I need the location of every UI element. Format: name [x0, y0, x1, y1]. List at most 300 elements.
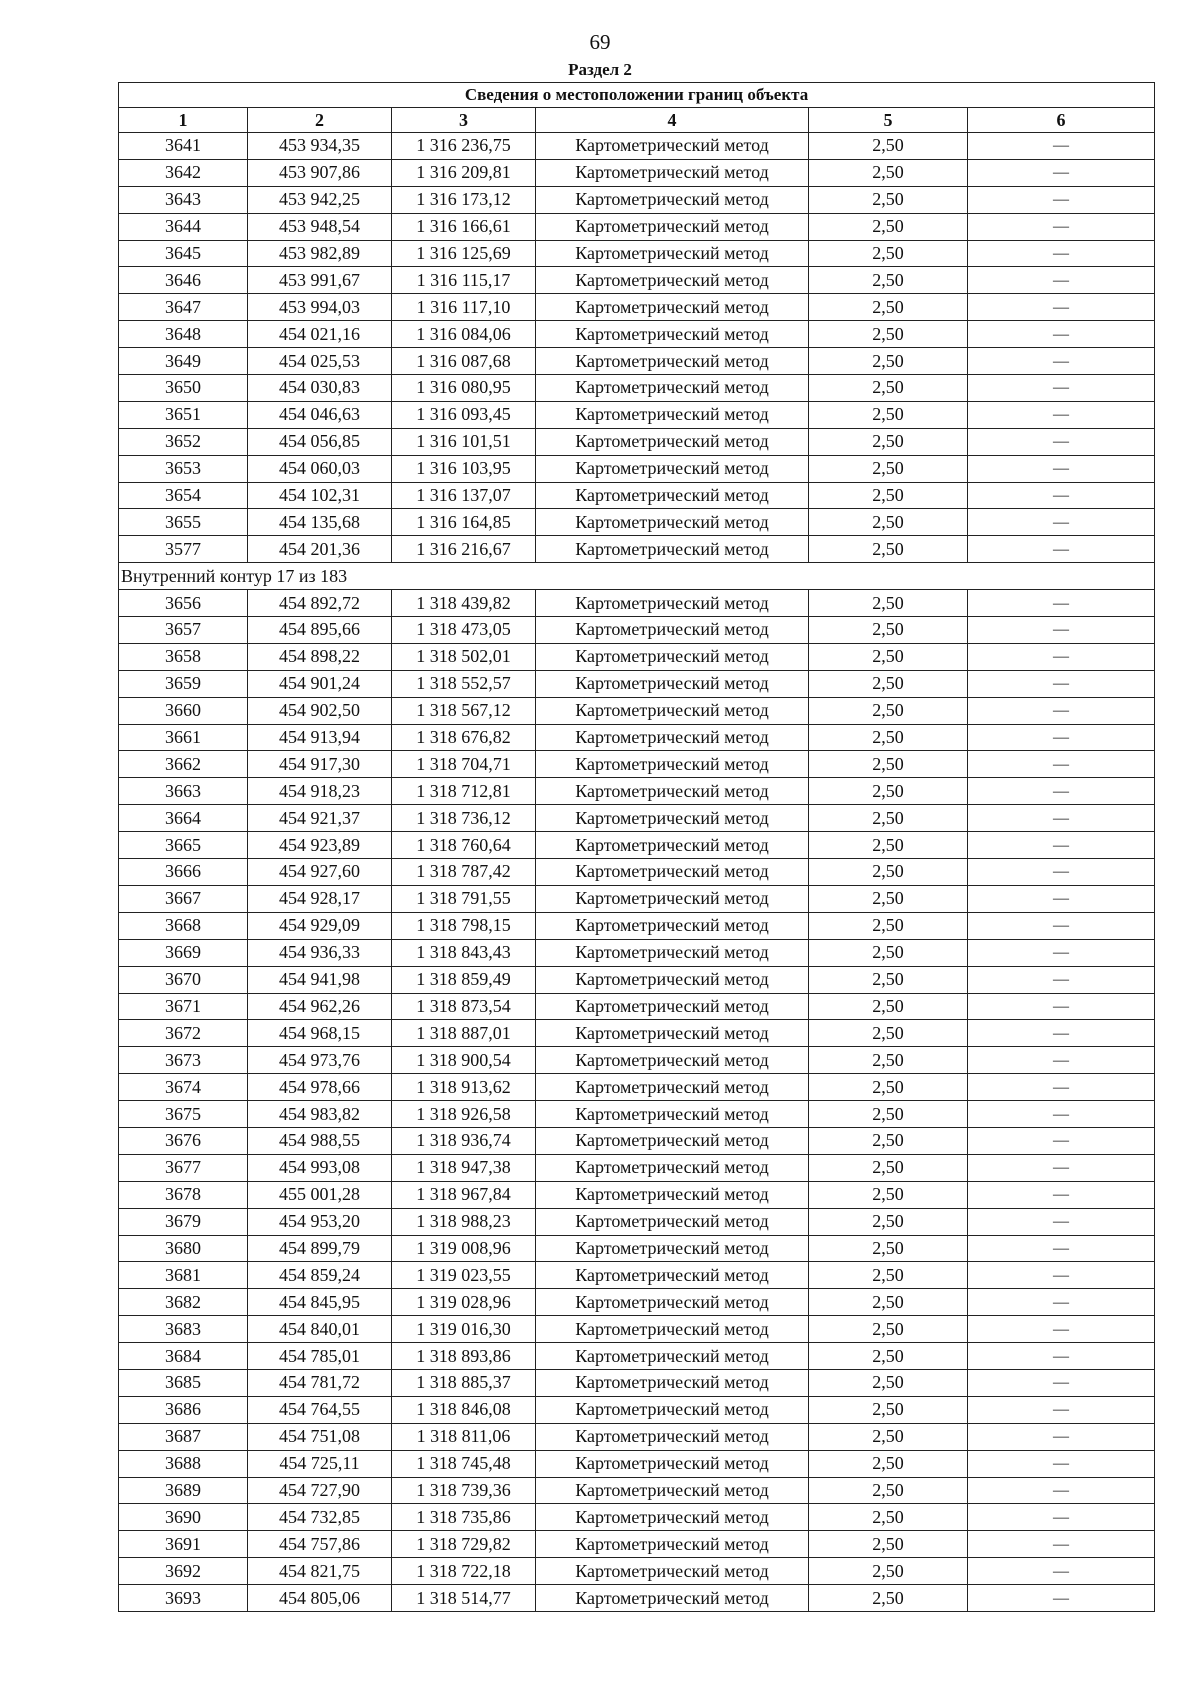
accuracy-cell: 2,50: [809, 643, 968, 670]
accuracy-cell: 2,50: [809, 1477, 968, 1504]
table-row: [119, 1504, 1155, 1531]
x-coordinate-cell: 454 727,90: [248, 1477, 392, 1504]
accuracy-cell: 2,50: [809, 1369, 968, 1396]
description-cell: —: [968, 1504, 1155, 1531]
x-coordinate-cell: 454 030,83: [248, 375, 392, 402]
description-cell: —: [968, 1343, 1155, 1370]
accuracy-cell: 2,50: [809, 1020, 968, 1047]
point-number-cell: 3685: [119, 1369, 248, 1396]
accuracy-cell: 2,50: [809, 859, 968, 886]
x-coordinate-cell: 455 001,28: [248, 1181, 392, 1208]
accuracy-cell: 2,50: [809, 993, 968, 1020]
x-coordinate-cell: 454 988,55: [248, 1127, 392, 1154]
accuracy-cell: 2,50: [809, 159, 968, 186]
accuracy-cell: 2,50: [809, 1316, 968, 1343]
accuracy-cell: 2,50: [809, 482, 968, 509]
y-coordinate-cell: 1 318 739,36: [392, 1477, 536, 1504]
x-coordinate-cell: 454 902,50: [248, 697, 392, 724]
point-number-cell: 3690: [119, 1504, 248, 1531]
table-row: [119, 1343, 1155, 1370]
y-coordinate-cell: 1 318 473,05: [392, 617, 536, 644]
description-cell: —: [968, 401, 1155, 428]
x-coordinate-cell: 453 982,89: [248, 240, 392, 267]
point-number-cell: 3691: [119, 1531, 248, 1558]
description-cell: —: [968, 240, 1155, 267]
method-cell: Картометрический метод: [536, 832, 809, 859]
accuracy-cell: 2,50: [809, 1450, 968, 1477]
y-coordinate-cell: 1 316 080,95: [392, 375, 536, 402]
description-cell: —: [968, 133, 1155, 160]
description-cell: —: [968, 1181, 1155, 1208]
x-coordinate-cell: 454 805,06: [248, 1585, 392, 1612]
method-cell: Картометрический метод: [536, 509, 809, 536]
accuracy-cell: 2,50: [809, 213, 968, 240]
description-cell: —: [968, 805, 1155, 832]
y-coordinate-cell: 1 318 846,08: [392, 1396, 536, 1423]
method-cell: Картометрический метод: [536, 1127, 809, 1154]
point-number-cell: 3667: [119, 885, 248, 912]
method-cell: Картометрический метод: [536, 590, 809, 617]
x-coordinate-cell: 454 859,24: [248, 1262, 392, 1289]
x-coordinate-cell: 454 845,95: [248, 1289, 392, 1316]
description-cell: —: [968, 670, 1155, 697]
method-cell: Картометрический метод: [536, 1262, 809, 1289]
method-cell: Картометрический метод: [536, 1423, 809, 1450]
y-coordinate-cell: 1 316 093,45: [392, 401, 536, 428]
x-coordinate-cell: 454 056,85: [248, 428, 392, 455]
method-cell: Картометрический метод: [536, 1396, 809, 1423]
table-row: [119, 482, 1155, 509]
y-coordinate-cell: 1 318 712,81: [392, 778, 536, 805]
table-row: [119, 401, 1155, 428]
accuracy-cell: 2,50: [809, 778, 968, 805]
y-coordinate-cell: 1 318 791,55: [392, 885, 536, 912]
y-coordinate-cell: 1 316 115,17: [392, 267, 536, 294]
method-cell: Картометрический метод: [536, 966, 809, 993]
method-cell: Картометрический метод: [536, 1558, 809, 1585]
point-number-cell: 3684: [119, 1343, 248, 1370]
point-number-cell: 3688: [119, 1450, 248, 1477]
x-coordinate-cell: 454 840,01: [248, 1316, 392, 1343]
table-row: [119, 536, 1155, 563]
y-coordinate-cell: 1 318 439,82: [392, 590, 536, 617]
description-cell: —: [968, 294, 1155, 321]
point-number-cell: 3658: [119, 643, 248, 670]
x-coordinate-cell: 453 948,54: [248, 213, 392, 240]
point-number-cell: 3653: [119, 455, 248, 482]
accuracy-cell: 2,50: [809, 240, 968, 267]
table-row: [119, 321, 1155, 348]
accuracy-cell: 2,50: [809, 1504, 968, 1531]
x-coordinate-cell: 454 901,24: [248, 670, 392, 697]
table-caption: Сведения о местоположении границ объекта: [119, 83, 1155, 108]
table-row: [119, 859, 1155, 886]
y-coordinate-cell: 1 319 016,30: [392, 1316, 536, 1343]
point-number-cell: 3652: [119, 428, 248, 455]
point-number-cell: 3661: [119, 724, 248, 751]
description-cell: —: [968, 455, 1155, 482]
description-cell: —: [968, 832, 1155, 859]
description-cell: —: [968, 643, 1155, 670]
y-coordinate-cell: 1 318 787,42: [392, 859, 536, 886]
method-cell: Картометрический метод: [536, 1074, 809, 1101]
method-cell: Картометрический метод: [536, 1531, 809, 1558]
y-coordinate-cell: 1 318 735,86: [392, 1504, 536, 1531]
table-row: [119, 133, 1155, 160]
method-cell: Картометрический метод: [536, 294, 809, 321]
point-number-cell: 3656: [119, 590, 248, 617]
y-coordinate-cell: 1 318 760,64: [392, 832, 536, 859]
method-cell: Картометрический метод: [536, 1235, 809, 1262]
table-row: [119, 724, 1155, 751]
table-row: [119, 1208, 1155, 1235]
table-row: [119, 805, 1155, 832]
point-number-cell: 3659: [119, 670, 248, 697]
y-coordinate-cell: 1 318 502,01: [392, 643, 536, 670]
point-number-cell: 3642: [119, 159, 248, 186]
table-row: [119, 1558, 1155, 1585]
x-coordinate-cell: 454 764,55: [248, 1396, 392, 1423]
y-coordinate-cell: 1 318 893,86: [392, 1343, 536, 1370]
point-number-cell: 3673: [119, 1047, 248, 1074]
method-cell: Картометрический метод: [536, 482, 809, 509]
point-number-cell: 3663: [119, 778, 248, 805]
x-coordinate-cell: 454 046,63: [248, 401, 392, 428]
method-cell: Картометрический метод: [536, 348, 809, 375]
y-coordinate-cell: 1 318 676,82: [392, 724, 536, 751]
table-row: [119, 1047, 1155, 1074]
accuracy-cell: 2,50: [809, 1531, 968, 1558]
table-row: [119, 348, 1155, 375]
table-row: [119, 1369, 1155, 1396]
point-number-cell: 3641: [119, 133, 248, 160]
point-number-cell: 3681: [119, 1262, 248, 1289]
x-coordinate-cell: 453 991,67: [248, 267, 392, 294]
x-coordinate-cell: 454 781,72: [248, 1369, 392, 1396]
point-number-cell: 3682: [119, 1289, 248, 1316]
y-coordinate-cell: 1 318 967,84: [392, 1181, 536, 1208]
accuracy-cell: 2,50: [809, 1289, 968, 1316]
point-number-cell: 3686: [119, 1396, 248, 1423]
description-cell: —: [968, 1316, 1155, 1343]
x-coordinate-cell: 454 913,94: [248, 724, 392, 751]
x-coordinate-cell: 454 725,11: [248, 1450, 392, 1477]
point-number-cell: 3693: [119, 1585, 248, 1612]
description-cell: —: [968, 1101, 1155, 1128]
point-number-cell: 3678: [119, 1181, 248, 1208]
accuracy-cell: 2,50: [809, 267, 968, 294]
method-cell: Картометрический метод: [536, 1020, 809, 1047]
y-coordinate-cell: 1 316 103,95: [392, 455, 536, 482]
table-header: [119, 83, 1155, 133]
accuracy-cell: 2,50: [809, 348, 968, 375]
x-coordinate-cell: 454 929,09: [248, 912, 392, 939]
point-number-cell: 3644: [119, 213, 248, 240]
x-coordinate-cell: 454 993,08: [248, 1154, 392, 1181]
x-coordinate-cell: 453 934,35: [248, 133, 392, 160]
point-number-cell: 3677: [119, 1154, 248, 1181]
point-number-cell: 3662: [119, 751, 248, 778]
accuracy-cell: 2,50: [809, 1235, 968, 1262]
point-number-cell: 3679: [119, 1208, 248, 1235]
description-cell: —: [968, 1396, 1155, 1423]
table-row: [119, 1585, 1155, 1612]
accuracy-cell: 2,50: [809, 186, 968, 213]
table-body: [119, 133, 1155, 1612]
accuracy-cell: 2,50: [809, 697, 968, 724]
y-coordinate-cell: 1 316 087,68: [392, 348, 536, 375]
accuracy-cell: 2,50: [809, 1208, 968, 1235]
accuracy-cell: 2,50: [809, 375, 968, 402]
x-coordinate-cell: 454 917,30: [248, 751, 392, 778]
y-coordinate-cell: 1 318 936,74: [392, 1127, 536, 1154]
method-cell: Картометрический метод: [536, 1181, 809, 1208]
method-cell: Картометрический метод: [536, 133, 809, 160]
y-coordinate-cell: 1 316 084,06: [392, 321, 536, 348]
accuracy-cell: 2,50: [809, 294, 968, 321]
accuracy-cell: 2,50: [809, 1154, 968, 1181]
method-cell: Картометрический метод: [536, 1504, 809, 1531]
x-coordinate-cell: 454 892,72: [248, 590, 392, 617]
description-cell: —: [968, 1289, 1155, 1316]
column-number-row: [119, 108, 1155, 133]
accuracy-cell: 2,50: [809, 1585, 968, 1612]
point-number-cell: 3692: [119, 1558, 248, 1585]
method-cell: Картометрический метод: [536, 213, 809, 240]
x-coordinate-cell: 454 135,68: [248, 509, 392, 536]
x-coordinate-cell: 454 968,15: [248, 1020, 392, 1047]
table-row: [119, 213, 1155, 240]
accuracy-cell: 2,50: [809, 428, 968, 455]
method-cell: Картометрический метод: [536, 159, 809, 186]
method-cell: Картометрический метод: [536, 1585, 809, 1612]
description-cell: —: [968, 1154, 1155, 1181]
table-row: [119, 1396, 1155, 1423]
point-number-cell: 3680: [119, 1235, 248, 1262]
x-coordinate-cell: 454 953,20: [248, 1208, 392, 1235]
table-row: [119, 1531, 1155, 1558]
description-cell: —: [968, 939, 1155, 966]
method-cell: Картометрический метод: [536, 859, 809, 886]
accuracy-cell: 2,50: [809, 912, 968, 939]
accuracy-cell: 2,50: [809, 401, 968, 428]
y-coordinate-cell: 1 318 900,54: [392, 1047, 536, 1074]
table-row: [119, 832, 1155, 859]
description-cell: —: [968, 751, 1155, 778]
description-cell: —: [968, 509, 1155, 536]
y-coordinate-cell: 1 318 567,12: [392, 697, 536, 724]
method-cell: Картометрический метод: [536, 1101, 809, 1128]
description-cell: —: [968, 186, 1155, 213]
method-cell: Картометрический метод: [536, 240, 809, 267]
column-header-3: 3: [392, 108, 536, 133]
accuracy-cell: 2,50: [809, 1343, 968, 1370]
y-coordinate-cell: 1 316 173,12: [392, 186, 536, 213]
point-number-cell: 3649: [119, 348, 248, 375]
x-coordinate-cell: 454 025,53: [248, 348, 392, 375]
y-coordinate-cell: 1 318 988,23: [392, 1208, 536, 1235]
y-coordinate-cell: 1 318 704,71: [392, 751, 536, 778]
point-number-cell: 3689: [119, 1477, 248, 1504]
accuracy-cell: 2,50: [809, 321, 968, 348]
table-row: [119, 1181, 1155, 1208]
table-row: [119, 267, 1155, 294]
y-coordinate-cell: 1 316 236,75: [392, 133, 536, 160]
accuracy-cell: 2,50: [809, 536, 968, 563]
y-coordinate-cell: 1 318 913,62: [392, 1074, 536, 1101]
accuracy-cell: 2,50: [809, 1262, 968, 1289]
y-coordinate-cell: 1 318 514,77: [392, 1585, 536, 1612]
accuracy-cell: 2,50: [809, 1127, 968, 1154]
point-number-cell: 3577: [119, 536, 248, 563]
accuracy-cell: 2,50: [809, 617, 968, 644]
accuracy-cell: 2,50: [809, 1181, 968, 1208]
y-coordinate-cell: 1 318 843,43: [392, 939, 536, 966]
contour-label: Внутренний контур 17 из 183: [119, 563, 1155, 590]
table-row: [119, 186, 1155, 213]
y-coordinate-cell: 1 316 164,85: [392, 509, 536, 536]
point-number-cell: 3675: [119, 1101, 248, 1128]
x-coordinate-cell: 454 928,17: [248, 885, 392, 912]
y-coordinate-cell: 1 318 887,01: [392, 1020, 536, 1047]
y-coordinate-cell: 1 318 745,48: [392, 1450, 536, 1477]
description-cell: —: [968, 1020, 1155, 1047]
boundary-table: [118, 82, 1155, 1612]
accuracy-cell: 2,50: [809, 832, 968, 859]
x-coordinate-cell: 454 751,08: [248, 1423, 392, 1450]
method-cell: Картометрический метод: [536, 724, 809, 751]
contour-row: [119, 563, 1155, 590]
accuracy-cell: 2,50: [809, 590, 968, 617]
description-cell: —: [968, 859, 1155, 886]
y-coordinate-cell: 1 318 798,15: [392, 912, 536, 939]
x-coordinate-cell: 454 895,66: [248, 617, 392, 644]
y-coordinate-cell: 1 318 729,82: [392, 1531, 536, 1558]
section-title: Раздел 2: [568, 60, 632, 79]
method-cell: Картометрический метод: [536, 1047, 809, 1074]
accuracy-cell: 2,50: [809, 751, 968, 778]
column-header-4: 4: [536, 108, 809, 133]
accuracy-cell: 2,50: [809, 1558, 968, 1585]
y-coordinate-cell: 1 318 885,37: [392, 1369, 536, 1396]
column-header-5: 5: [809, 108, 968, 133]
x-coordinate-cell: 453 994,03: [248, 294, 392, 321]
accuracy-cell: 2,50: [809, 133, 968, 160]
accuracy-cell: 2,50: [809, 670, 968, 697]
method-cell: Картометрический метод: [536, 375, 809, 402]
point-number-cell: 3655: [119, 509, 248, 536]
y-coordinate-cell: 1 316 125,69: [392, 240, 536, 267]
table-row: [119, 1289, 1155, 1316]
method-cell: Картометрический метод: [536, 912, 809, 939]
x-coordinate-cell: 454 899,79: [248, 1235, 392, 1262]
method-cell: Картометрический метод: [536, 1154, 809, 1181]
method-cell: Картометрический метод: [536, 455, 809, 482]
table-row: [119, 1020, 1155, 1047]
point-number-cell: 3683: [119, 1316, 248, 1343]
table-row: [119, 1127, 1155, 1154]
description-cell: —: [968, 993, 1155, 1020]
x-coordinate-cell: 454 201,36: [248, 536, 392, 563]
y-coordinate-cell: 1 316 216,67: [392, 536, 536, 563]
description-cell: —: [968, 1558, 1155, 1585]
x-coordinate-cell: 454 918,23: [248, 778, 392, 805]
method-cell: Картометрический метод: [536, 428, 809, 455]
table-row: [119, 670, 1155, 697]
description-cell: —: [968, 267, 1155, 294]
method-cell: Картометрический метод: [536, 1208, 809, 1235]
point-number-cell: 3651: [119, 401, 248, 428]
table-row: [119, 939, 1155, 966]
y-coordinate-cell: 1 316 137,07: [392, 482, 536, 509]
description-cell: —: [968, 1423, 1155, 1450]
table-row: [119, 1450, 1155, 1477]
description-cell: —: [968, 590, 1155, 617]
point-number-cell: 3650: [119, 375, 248, 402]
table-row: [119, 240, 1155, 267]
method-cell: Картометрический метод: [536, 885, 809, 912]
method-cell: Картометрический метод: [536, 670, 809, 697]
x-coordinate-cell: 454 757,86: [248, 1531, 392, 1558]
y-coordinate-cell: 1 318 926,58: [392, 1101, 536, 1128]
table-row: [119, 294, 1155, 321]
point-number-cell: 3643: [119, 186, 248, 213]
point-number-cell: 3647: [119, 294, 248, 321]
description-cell: —: [968, 375, 1155, 402]
method-cell: Картометрический метод: [536, 1343, 809, 1370]
method-cell: Картометрический метод: [536, 778, 809, 805]
method-cell: Картометрический метод: [536, 643, 809, 670]
y-coordinate-cell: 1 316 166,61: [392, 213, 536, 240]
description-cell: —: [968, 1235, 1155, 1262]
y-coordinate-cell: 1 318 811,06: [392, 1423, 536, 1450]
table-row: [119, 885, 1155, 912]
point-number-cell: 3674: [119, 1074, 248, 1101]
table-row: [119, 1101, 1155, 1128]
method-cell: Картометрический метод: [536, 321, 809, 348]
point-number-cell: 3645: [119, 240, 248, 267]
description-cell: —: [968, 321, 1155, 348]
column-header-2: 2: [248, 108, 392, 133]
y-coordinate-cell: 1 316 117,10: [392, 294, 536, 321]
description-cell: —: [968, 1450, 1155, 1477]
description-cell: —: [968, 1369, 1155, 1396]
description-cell: —: [968, 1208, 1155, 1235]
point-number-cell: 3666: [119, 859, 248, 886]
method-cell: Картометрический метод: [536, 993, 809, 1020]
point-number-cell: 3660: [119, 697, 248, 724]
description-cell: —: [968, 536, 1155, 563]
table-row: [119, 1235, 1155, 1262]
description-cell: —: [968, 1531, 1155, 1558]
method-cell: Картометрический метод: [536, 1316, 809, 1343]
table-row: [119, 159, 1155, 186]
accuracy-cell: 2,50: [809, 724, 968, 751]
y-coordinate-cell: 1 318 722,18: [392, 1558, 536, 1585]
description-cell: —: [968, 966, 1155, 993]
accuracy-cell: 2,50: [809, 805, 968, 832]
description-cell: —: [968, 697, 1155, 724]
description-cell: —: [968, 885, 1155, 912]
table-row: [119, 1477, 1155, 1504]
method-cell: Картометрический метод: [536, 697, 809, 724]
method-cell: Картометрический метод: [536, 805, 809, 832]
y-coordinate-cell: 1 318 873,54: [392, 993, 536, 1020]
table-row: [119, 428, 1155, 455]
x-coordinate-cell: 454 102,31: [248, 482, 392, 509]
method-cell: Картометрический метод: [536, 1289, 809, 1316]
description-cell: —: [968, 912, 1155, 939]
